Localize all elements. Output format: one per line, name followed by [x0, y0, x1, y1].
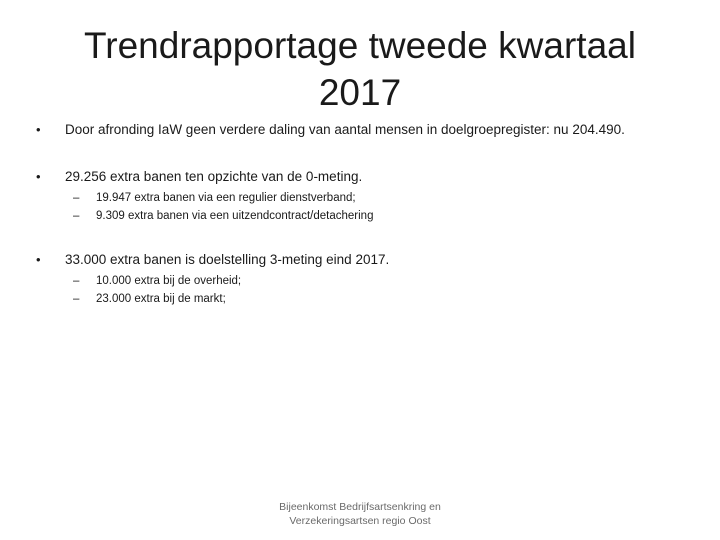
- sub-bullet-text: 9.309 extra banen via een uitzendcontract/detachering: [96, 210, 374, 222]
- bullet-text: 33.000 extra banen is doelstelling 3-meting eind 2017.: [65, 252, 390, 267]
- sub-bullet-text: 23.000 extra bij de markt;: [96, 293, 226, 305]
- bullet-marker: •: [36, 252, 41, 267]
- slide-title-line-2: 2017: [318, 72, 402, 113]
- sub-bullet-marker: –: [73, 210, 80, 222]
- bullet-text: Door afronding IaW geen verdere daling van aantal mensen in doelgroepregister: nu 204.490.: [65, 122, 625, 137]
- sub-bullet-text: 10.000 extra bij de overheid;: [96, 275, 242, 287]
- bullet-text: 29.256 extra banen ten opzichte van de 0-meting.: [65, 169, 363, 184]
- footer-line-1: Bijeenkomst Bedrijfsartsenkring en: [279, 501, 441, 513]
- footer-line-2: Verzekeringsartsen regio Oost: [289, 515, 431, 527]
- sub-bullet-marker: –: [73, 192, 80, 204]
- sub-bullet-marker: –: [73, 275, 80, 287]
- bullet-marker: •: [36, 169, 41, 184]
- sub-bullet-text: 19.947 extra banen via een regulier dienstverband;: [96, 192, 356, 204]
- bullet-marker: •: [36, 122, 41, 137]
- slide-footer: [250, 500, 470, 528]
- slide-title-line-1: Trendrapportage tweede kwartaal: [84, 25, 636, 66]
- sub-bullet-marker: –: [73, 293, 80, 305]
